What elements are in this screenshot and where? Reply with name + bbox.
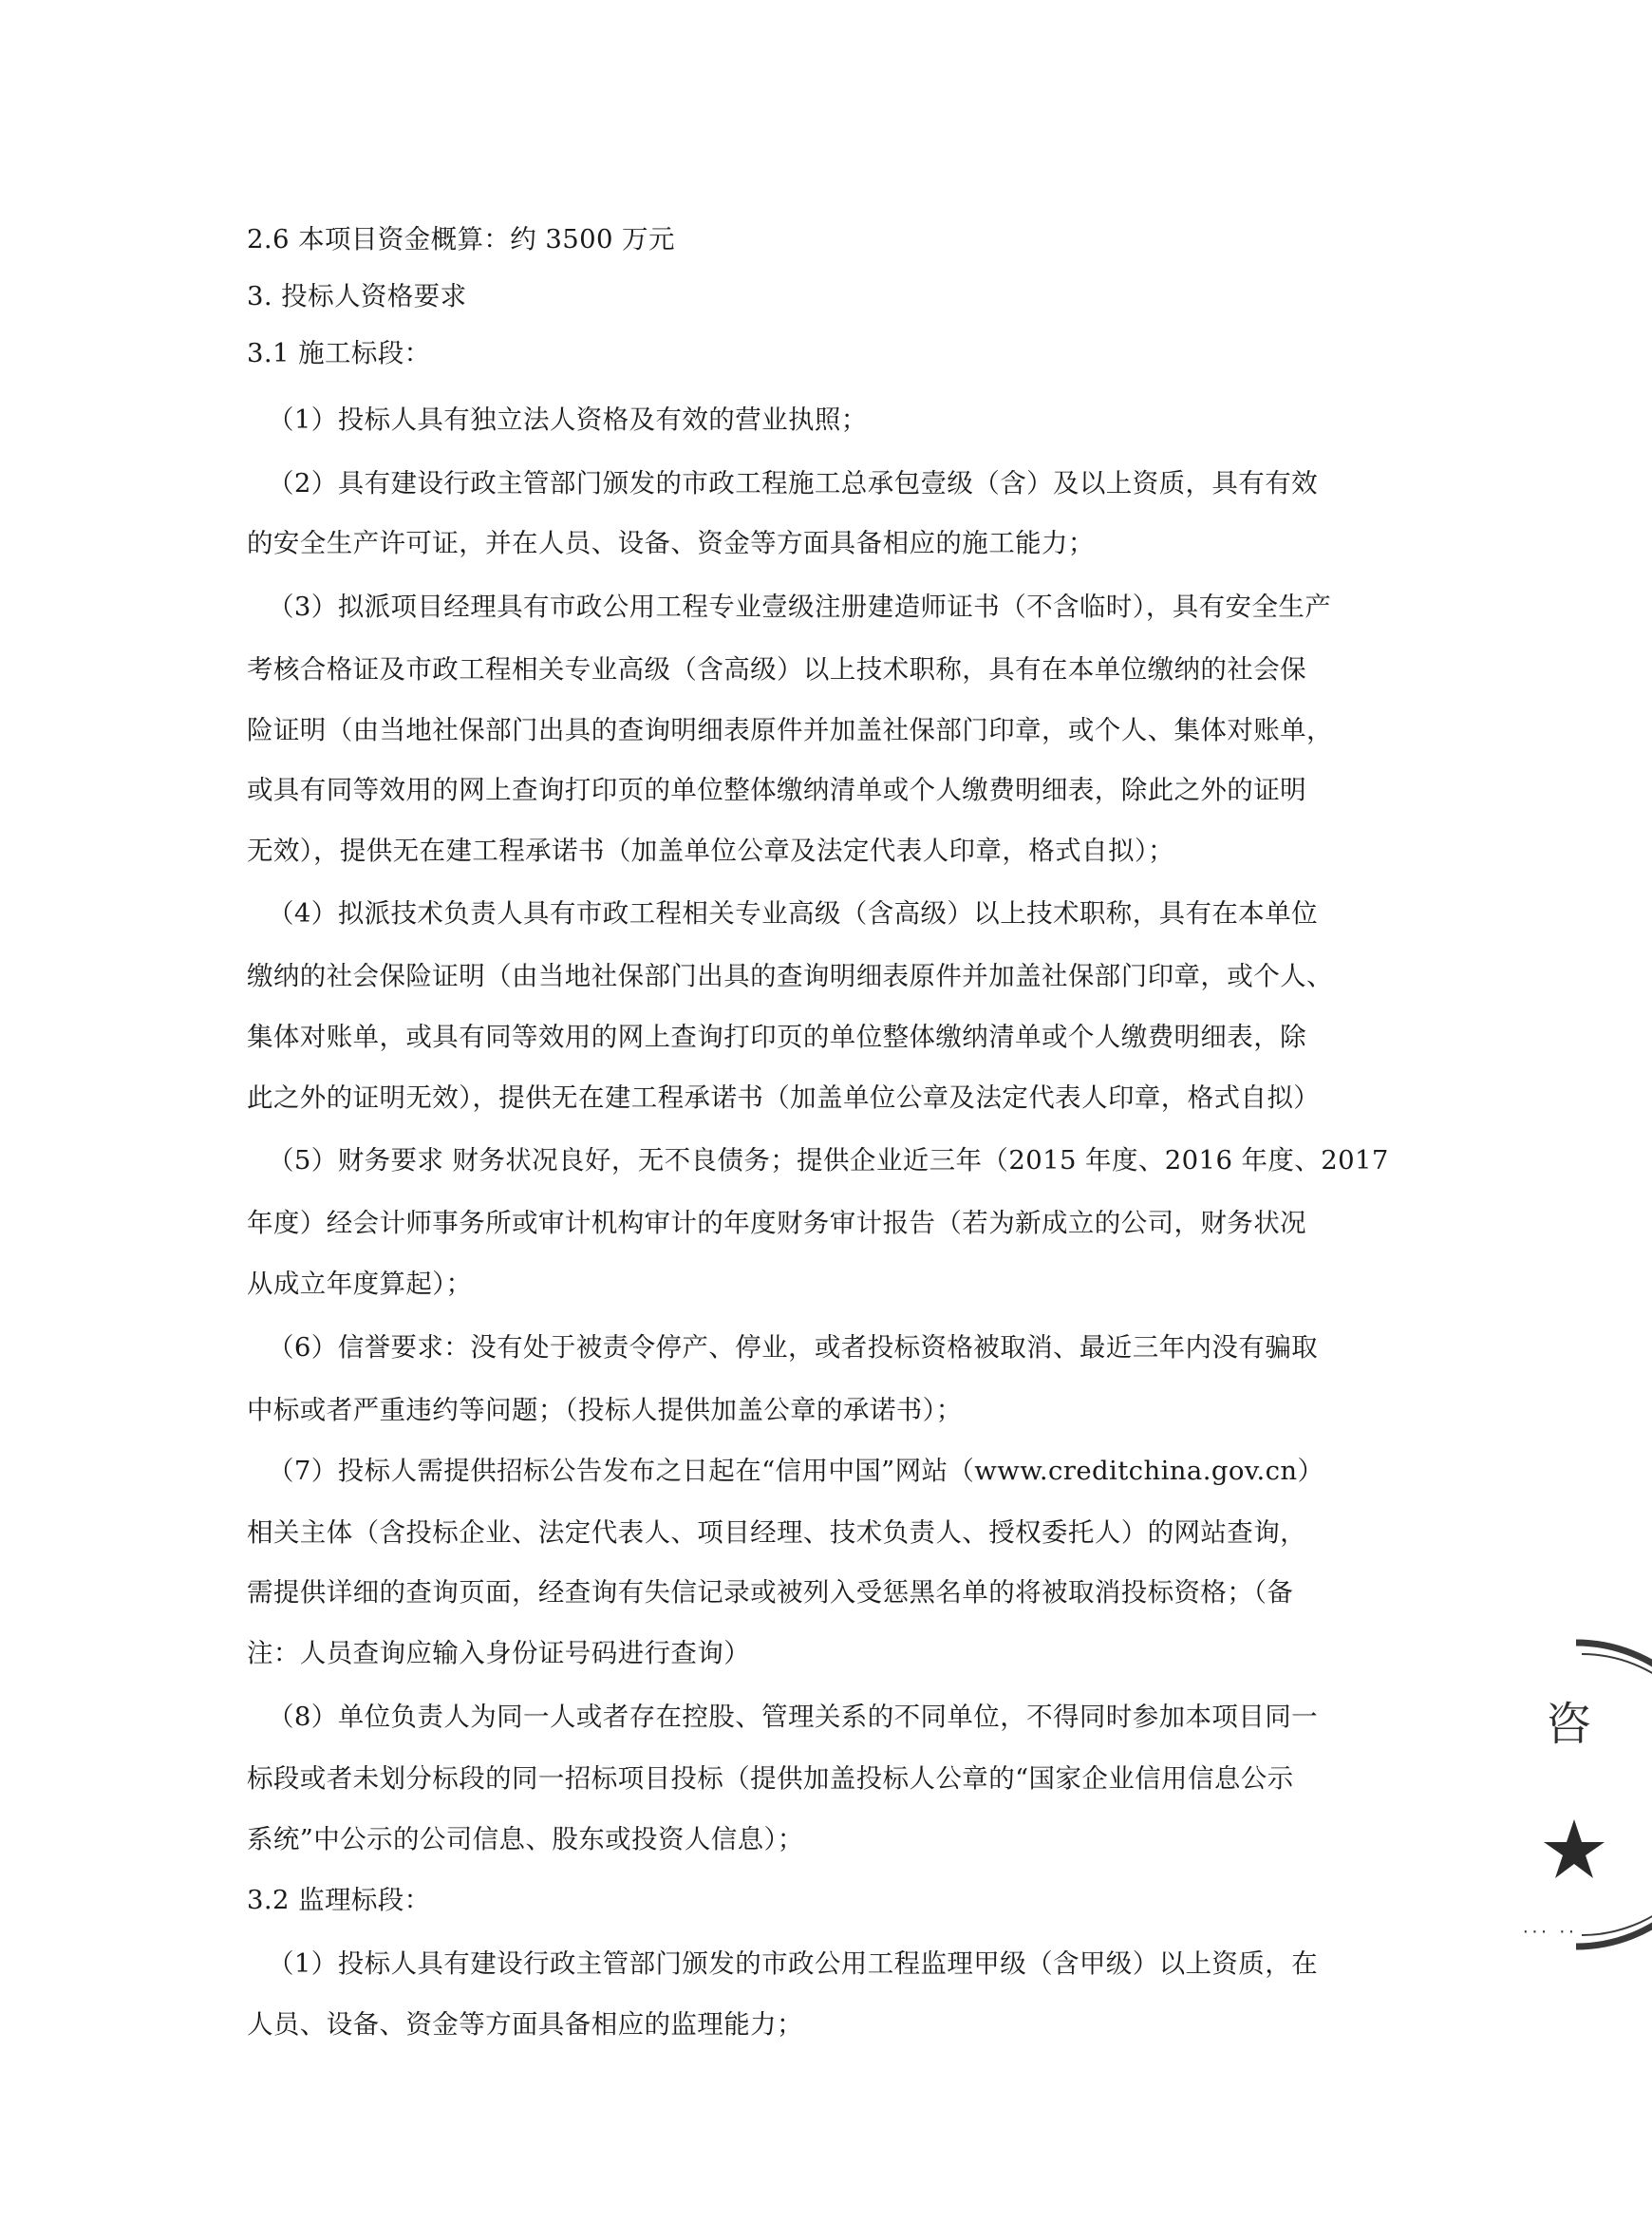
supervision-item-1-line-2: 人员、设备、资金等方面具备相应的监理能力； xyxy=(247,2009,803,2040)
section-3-heading: 3. 投标人资格要求 xyxy=(247,281,467,311)
star-icon xyxy=(1544,1819,1605,1878)
item-5-line-1: （5）财务要求 财务状况良好，无不良债务；提供企业近三年（2015 年度、2016 年度、2017 xyxy=(268,1145,1389,1176)
section-3-2-heading: 3.2 监理标段： xyxy=(247,1885,431,1915)
item-8-line-2: 标段或者未划分标段的同一招标项目投标（提供加盖投标人公章的“国家企业信用信息公示 xyxy=(247,1763,1294,1794)
item-4-line-1: （4）拟派技术负责人具有市政工程相关专业高级（含高级）以上技术职称，具有在本单位 xyxy=(268,898,1318,929)
supervision-item-1-line-1: （1）投标人具有建设行政主管部门颁发的市政公用工程监理甲级（含甲级）以上资质，在 xyxy=(268,1948,1318,1979)
item-7-line-2: 相关主体（含投标企业、法定代表人、项目经理、技术负责人、授权委托人）的网站查询， xyxy=(247,1517,1306,1548)
item-7-line-1: （7）投标人需提供招标公告发布之日起在“信用中国”网站（www.creditchina.gov.cn） xyxy=(268,1456,1324,1486)
item-3-line-1: （3）拟派项目经理具有市政公用工程专业壹级注册建造师证书（不含临时），具有安全生产 xyxy=(268,592,1332,622)
item-3-line-3: 险证明（由当地社保部门出具的查询明细表原件并加盖社保部门印章，或个人、集体对账单， xyxy=(247,715,1333,745)
seal-serial-marks: ··· ·· xyxy=(1521,1923,1576,1941)
item-2-line-2: 的安全生产许可证，并在人员、设备、资金等方面具备相应的施工能力； xyxy=(247,528,1095,558)
item-8-line-1: （8）单位负责人为同一人或者存在控股、管理关系的不同单位，不得同时参加本项目同一 xyxy=(268,1702,1318,1732)
item-7-line-3: 需提供详细的查询页面，经查询有失信记录或被列入受惩黑名单的将被取消投标资格；（备 xyxy=(247,1577,1294,1608)
company-seal-stamp xyxy=(1500,1633,1652,1956)
item-5-line-3: 从成立年度算起）； xyxy=(247,1269,473,1299)
item-2-line-1: （2）具有建设行政主管部门颁发的市政工程施工总承包壹级（含）及以上资质，具有有效 xyxy=(268,468,1318,499)
item-7-line-4: 注：人员查询应输入身份证号码进行查询） xyxy=(247,1638,751,1668)
section-3-1-heading: 3.1 施工标段： xyxy=(247,338,431,368)
item-5-line-2: 年度）经会计师事务所或审计机构审计的年度财务审计报告（若为新成立的公司，财务状况 xyxy=(247,1208,1306,1238)
item-6-line-1: （6）信誉要求：没有处于被责令停产、停业，或者投标资格被取消、最近三年内没有骗取 xyxy=(268,1332,1318,1363)
item-1-line: （1）投标人具有独立法人资格及有效的营业执照； xyxy=(268,404,868,435)
item-6-line-2: 中标或者严重违约等问题；（投标人提供加盖公章的承诺书）； xyxy=(247,1395,963,1425)
item-4-line-2: 缴纳的社会保险证明（由当地社保部门出具的查询明细表原件并加盖社保部门印章，或个人、 xyxy=(247,961,1333,991)
item-3-line-4: 或具有同等效用的网上查询打印页的单位整体缴纳清单或个人缴费明细表，除此之外的证明 xyxy=(247,775,1306,805)
item-4-line-3: 集体对账单，或具有同等效用的网上查询打印页的单位整体缴纳清单或个人缴费明细表，除 xyxy=(247,1022,1306,1052)
item-4-line-4: 此之外的证明无效），提供无在建工程承诺书（加盖单位公章及法定代表人印章，格式自拟） xyxy=(247,1082,1321,1113)
section-2-6-line: 2.6 本项目资金概算：约 3500 万元 xyxy=(247,224,675,254)
item-3-line-5: 无效），提供无在建工程承诺书（加盖单位公章及法定代表人印章，格式自拟）； xyxy=(247,836,1174,866)
seal-character: 咨 xyxy=(1546,1698,1592,1751)
item-8-line-3: 系统”中公示的公司信息、股东或投资人信息）； xyxy=(247,1824,804,1854)
item-3-line-2: 考核合格证及市政工程相关专业高级（含高级）以上技术职称，具有在本单位缴纳的社会保 xyxy=(247,654,1306,685)
